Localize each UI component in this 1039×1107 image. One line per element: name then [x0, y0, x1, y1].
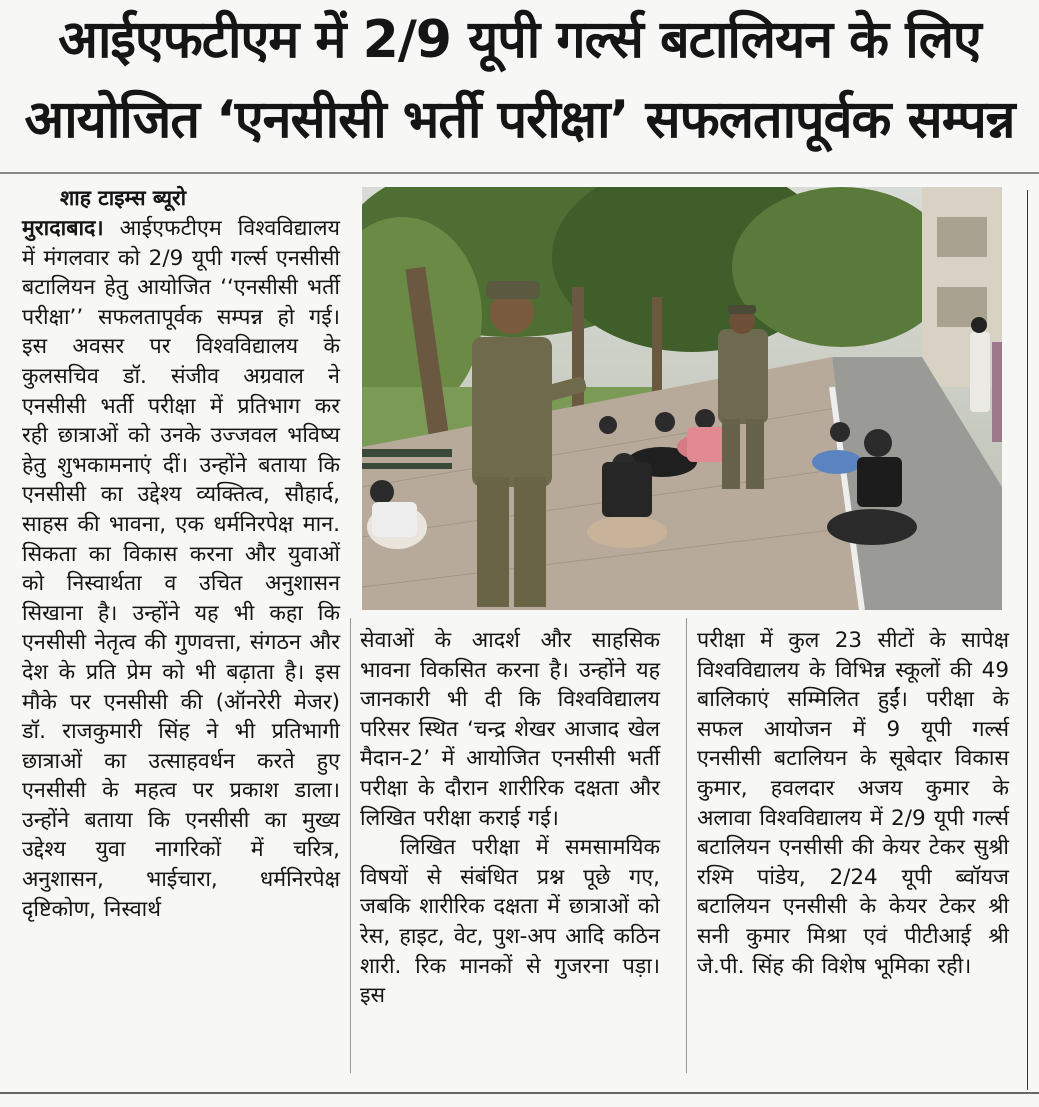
headline-line-1: आईएफटीएम में 2/9 यूपी गर्ल्स बटालियन के लिए	[58, 10, 981, 70]
headline-rule	[0, 172, 1039, 174]
article-column-3	[697, 626, 1009, 981]
news-photo	[362, 187, 1002, 610]
article-column-1	[22, 214, 340, 924]
byline: शाह टाइम्स ब्यूरो	[60, 186, 187, 210]
column-2-paragraph-1: सेवाओं के आदर्श और साहसिक भावना विकसित करना है। उन्होंने यह जानकारी भी दी कि विश्वविद्यालय परिसर स्थित ‘चन्द्र शेखर आजाद खेल मैदान-2’ में आयोजित एनसीसी भर्ती परीक्षा के दौरान शारीरिक दक्षता और लिखित परीक्षा कराई गई।	[360, 628, 660, 831]
headline	[0, 0, 1039, 170]
column-1-text: आईएफटीएम विश्वविद्यालय में मंगलवार को 2/9 यूपी गर्ल्स एनसीसी बटालियन हेतु आयोजित ‘‘एनसीसी भर्ती परीक्षा’’ सफलतापूर्वक सम्पन्न हो गई। इस अवसर पर विश्वविद्यालय के कुलसचिव डॉ. संजीव अग्रवाल ने एनसीसी भर्ती परीक्षा में प्रतिभाग कर रही छात्राओं को उनके उज्जवल भविष्य हेतु शुभकामनाएं दीं। उन्होंने बताया कि एनसीसी का उद्देश्य व्यक्तित्व, सौहार्द, साहस की भावना, एक धर्मनिरपेक्ष मान. सिकता का विकास करना और युवाओं को निस्वार्थता व उचित अनुशासन सिखाना है। उन्होंने यह भी कहा कि एनसीसी नेतृत्व की गुणवत्ता, संगठन और देश के प्रति प्रेम को भी बढ़ाता है। इस मौके पर एनसीसी की (ऑनरेरी मेजर) डॉ. राजकुमारी सिंह ने भी प्रतिभागी छात्राओं का उत्साहवर्धन करते हुए एनसीसी के महत्व पर प्रकाश डाला। उन्होंने बताया कि एनसीसी का मुख्य उद्देश्य युवा नागरिकों में चरित्र, अनुशासन, भाईचारा, धर्मनिरपेक्ष दृष्टिकोण, निस्वार्थ	[22, 216, 340, 922]
dateline: मुरादाबाद।	[22, 216, 104, 241]
headline-line-2: आयोजित ‘एनसीसी भर्ती परीक्षा’ सफलतापूर्वक सम्पन्न	[24, 90, 1015, 150]
column-divider-1	[350, 618, 351, 1073]
page-edge-rule	[1027, 190, 1028, 1090]
column-divider-2	[686, 618, 687, 1073]
article-column-2	[360, 626, 660, 1011]
column-2-paragraph-2: लिखित परीक्षा में समसामयिक विषयों से संबंधित प्रश्न पूछे गए, जबकि शारीरिक दक्षता में छात्राओं को रेस, हाइट, वेट, पुश-अप आदि कठिन शारी. रिक मानकों से गुजरना पड़ा। इस	[360, 835, 660, 1009]
column-3-text: परीक्षा में कुल 23 सीटों के सापेक्ष विश्वविद्यालय के विभिन्न स्कूलों की 49 बालिकाएं सम्मिलित हुईं। परीक्षा के सफल आयोजन में 9 यूपी गर्ल्स एनसीसी बटालियन के सूबेदार विकास कुमार, हवलदार अजय कुमार के अलावा विश्वविद्यालय में 2/9 यूपी गर्ल्स बटालियन एनसीसी की केयर टेकर सुश्री रश्मि पांडेय, 2/24 यूपी ब्वॉयज बटालियन एनसीसी के केयर टेकर श्री सनी कुमार मिश्रा एवं पीटीआई श्री जे.पी. सिंह की विशेष भूमिका रही।	[697, 628, 1009, 979]
bottom-rule	[0, 1092, 1039, 1094]
